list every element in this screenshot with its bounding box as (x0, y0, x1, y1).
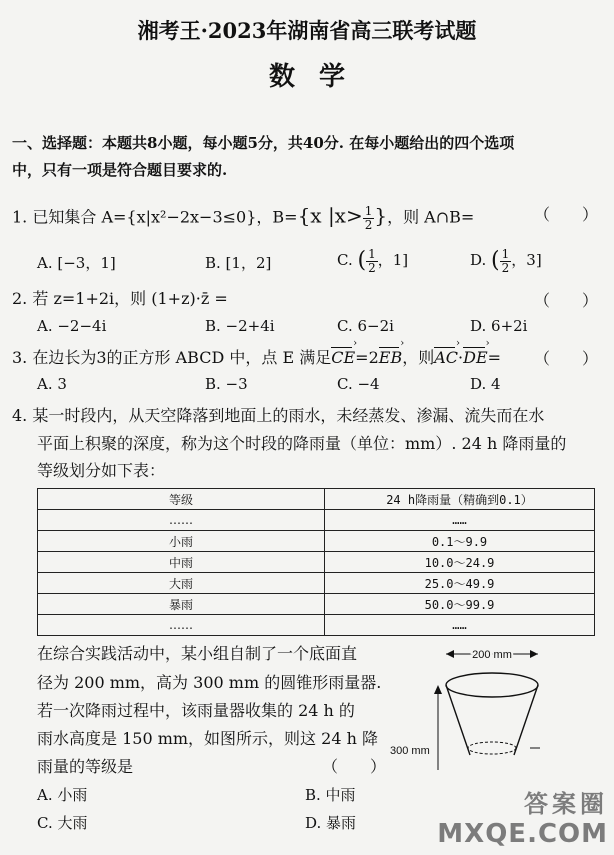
q2-option-a: A. −2−4i (37, 317, 107, 335)
table-cell: 小雨 (38, 531, 325, 552)
table-cell: 10.0～24.9 (325, 552, 595, 573)
table-cell: 25.0～49.9 (325, 573, 595, 594)
exam-title: 湘考王·2023年湖南省高三联考试题 (137, 18, 477, 43)
q1-option-b: B. [1，2] (205, 254, 272, 272)
question-4 (12, 408, 544, 424)
fraction-one-half: $\frac{1}{2}$ (501, 247, 510, 275)
question-4-body1: 在综合实践活动中，某小组自制了一个底面直 (37, 644, 358, 663)
q2-option-d: D. 6+2i (470, 317, 528, 335)
table-row (38, 615, 595, 636)
q2-option-c: C. 6−2i (337, 317, 394, 335)
section-heading-line2: 中，只有一项是符合题目要求的. (12, 161, 228, 179)
table-cell: 50.0～99.9 (325, 594, 595, 615)
question-1-stem-a: 已知集合 A={x|x²−2x−3≤0}，B= (32, 207, 298, 227)
table-cell: …… (325, 615, 595, 636)
arrowhead-up-icon (434, 685, 442, 694)
table-cell: 暴雨 (38, 594, 325, 615)
question-4-body4: 雨水高度是 150 mm，如图所示，则这 24 h 降 (37, 729, 378, 748)
fraction-one-half: $\frac{1}{2}$ (368, 247, 376, 275)
table-cell: …… (38, 510, 325, 531)
set-b-open: {x |x> (297, 203, 363, 228)
question-number: 4. (12, 406, 28, 425)
section-heading-line1: 一、选择题：本题共8小题，每小题5分，共40分. 在每小题给出的四个选项 (12, 134, 515, 152)
question-2-stem: 若 z=1+2i，则 (1+z)·z̄ = (32, 289, 228, 308)
table-row (38, 552, 595, 573)
watermark-line2: MXQE.COM (437, 819, 608, 849)
question-2 (12, 291, 228, 307)
q1-option-a: A. [−3，1] (37, 254, 116, 272)
site-watermark (437, 784, 608, 849)
q4-option-b: B. 中雨 (305, 786, 356, 804)
q1-option-c: C. ( $\frac{1}{2}$ ，1] (337, 247, 409, 275)
vector-ce: CE › (331, 350, 355, 366)
table-cell: …… (38, 615, 325, 636)
q3-option-a: A. 3 (37, 375, 67, 393)
question-3: 3. 在边长为3的正方形 ABCD 中，点 E 满足CE ›=2EB ›，则AC ›·DE ›= (12, 350, 501, 366)
table-row (38, 573, 595, 594)
arrowhead-left-icon (446, 650, 454, 658)
question-number: 2. (12, 289, 28, 308)
vector-eb: EB › (379, 350, 402, 366)
arrowhead-right-icon (530, 650, 538, 658)
question-4-line2: 平面上积聚的深度，称为这个时段的降雨量（单位：mm）. 24 h 降雨量的 (37, 434, 567, 453)
q2-option-b: B. −2+4i (205, 317, 275, 335)
table-header-cell: 24 h降雨量（精确到0.1） (325, 489, 595, 510)
question-4-line1: 某一时段内，从天空降落到地面上的雨水，未经蒸发、渗漏、流失而在水 (32, 406, 545, 425)
question-number: 3. (12, 348, 28, 367)
question-1 (12, 205, 474, 231)
q1-option-d: D. ( $\frac{1}{2}$ ，3] (470, 247, 542, 275)
question-4-body5: 雨量的等级是 (37, 757, 134, 776)
q4-option-a: A. 小雨 (37, 786, 88, 804)
set-b-close: } (374, 203, 388, 228)
table-row (38, 531, 595, 552)
question-1-stem-c: ，则 A∩B= (387, 207, 475, 227)
table-cell: 大雨 (38, 573, 325, 594)
table-header-cell: 等级 (38, 489, 325, 510)
answer-paren: （ ） (534, 291, 599, 310)
table-row (38, 594, 595, 615)
answer-paren: （ ） (322, 757, 387, 776)
height-label: 300 mm (390, 745, 430, 757)
table-row (38, 510, 595, 531)
question-4-line3: 等级划分如下表： (37, 461, 166, 480)
vector-de: DE › (463, 350, 488, 366)
width-label: 200 mm (472, 649, 512, 661)
q4-option-c: C. 大雨 (37, 814, 88, 832)
q3-option-b: B. −3 (205, 375, 248, 393)
question-4-body3: 若一次降雨过程中，该雨量器收集的 24 h 的 (37, 701, 355, 720)
q3-option-c: C. −4 (337, 375, 380, 393)
answer-paren: （ ） (534, 349, 599, 368)
subject-title: 数学 (268, 62, 369, 92)
question-3-stem-a: 在边长为3的正方形 ABCD 中，点 E 满足 (32, 348, 332, 367)
table-cell: …… (325, 510, 595, 531)
fraction-one-half: $\frac{1}{2}$ (364, 204, 373, 232)
cone-top-rim (446, 673, 538, 697)
watermark-line1: 答案圈 (524, 790, 608, 818)
q3-option-d: D. 4 (470, 375, 501, 393)
q4-option-d: D. 暴雨 (305, 814, 357, 832)
answer-paren: （ ） (534, 205, 599, 224)
table-cell: 中雨 (38, 552, 325, 573)
vector-ac: AC › (434, 350, 458, 366)
question-4-body2: 径为 200 mm，高为 300 mm 的圆锥形雨量器. (37, 673, 382, 692)
question-number: 1. (12, 207, 28, 227)
water-level-ellipse (468, 742, 516, 754)
table-cell: 0.1～9.9 (325, 531, 595, 552)
table-header-row (38, 489, 595, 510)
rainfall-table (37, 488, 595, 636)
